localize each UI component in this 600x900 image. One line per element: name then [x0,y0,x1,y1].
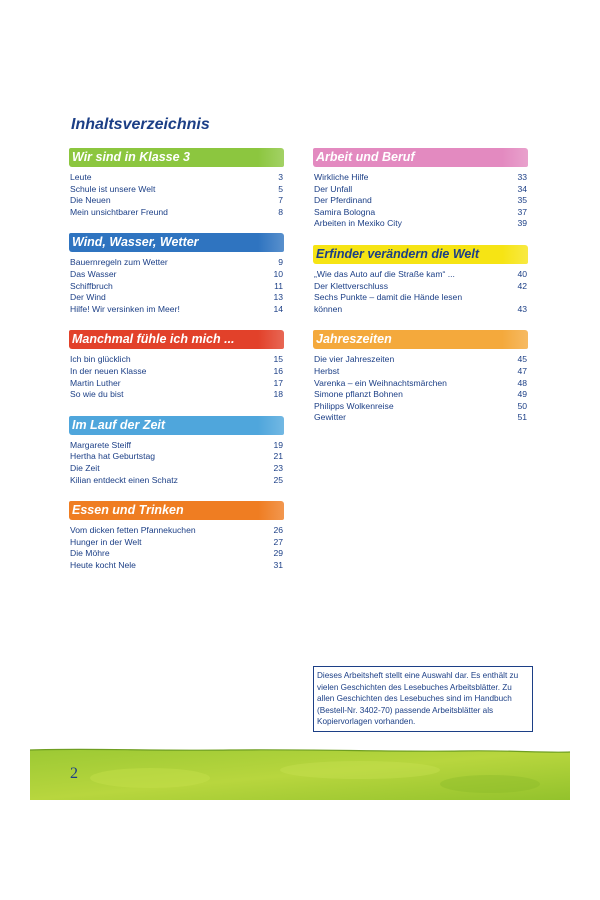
toc-entry [69,304,284,316]
section-header: Essen und Trinken [69,501,284,520]
toc-entry [313,207,528,219]
section-header: Arbeit und Beruf [313,148,528,167]
toc-entry [313,184,528,196]
toc-left-column [69,148,284,586]
entry-title: Arbeiten in Mexiko City [314,218,402,229]
toc-entry [69,257,284,269]
entry-title: Vom dicken fetten Pfannekuchen [70,525,196,536]
toc-entry [313,354,528,366]
entry-title: Mein unsichtbarer Freund [70,206,168,217]
toc-entry [69,366,284,378]
toc-entry [69,378,284,390]
entry-page-number: 17 [273,377,283,388]
entry-title: Martin Luther [70,377,121,388]
toc-entry [313,389,528,401]
toc-section [313,245,528,330]
entry-page-number: 8 [278,206,283,217]
entry-page-number: 50 [517,400,527,411]
toc-entry [69,463,284,475]
section-header: Manchmal fühle ich mich ... [69,330,284,349]
entry-title: Schule ist unsere Welt [70,183,156,194]
entry-title: Varenka – ein Weihnachtsmärchen [314,377,447,388]
toc-entry [69,389,284,401]
toc-entry [69,172,284,184]
entry-title: Der Pferdinand [314,195,372,206]
entry-page-number: 16 [273,365,283,376]
toc-entry [313,412,528,424]
entry-page-number: 35 [517,195,527,206]
entry-page-number: 48 [517,377,527,388]
toc-section [69,501,284,586]
entry-title: Der Unfall [314,183,353,194]
entry-title: Das Wasser [70,268,117,279]
entry-title: Herbst [314,365,340,376]
toc-entry [313,269,528,281]
entry-page-number: 7 [278,195,283,206]
toc-entry [69,451,284,463]
entry-title: In der neuen Klasse [70,365,147,376]
toc-section [69,148,284,233]
entry-title: Hilfe! Wir versinken im Meer! [70,303,180,314]
toc-entry [69,440,284,452]
entry-title: Ich bin glücklich [70,354,131,365]
section-header: Erfinder verändern die Welt [313,245,528,264]
toc-entry [313,218,528,230]
entry-page-number: 19 [273,439,283,450]
entry-page-number: 29 [273,548,283,559]
toc-section [69,233,284,330]
toc-entry [69,354,284,366]
entry-page-number: 3 [278,172,283,182]
entry-title: Schiffbruch [70,280,113,291]
toc-entry [313,378,528,390]
entry-page-number: 5 [278,183,283,194]
entry-title: Bauernregeln zum Wetter [70,257,168,268]
entry-page-number: 23 [273,462,283,473]
toc-entry [69,281,284,293]
toc-right-column [313,148,528,439]
entry-title: Der Klettverschluss [314,280,389,291]
entry-page-number: 14 [273,303,283,314]
page-number: 2 [70,765,78,782]
entry-title: Die Möhre [70,548,110,559]
entry-title: Hertha hat Geburtstag [70,451,156,462]
entry-page-number: 49 [517,389,527,400]
entry-page-number: 21 [273,451,283,462]
toc-section [69,416,284,501]
toc-entry [69,269,284,281]
entry-title: Die vier Jahreszeiten [314,354,395,365]
toc-entry [69,475,284,487]
entry-title: Simone pflanzt Bohnen [314,389,403,400]
entry-title: Der Wind [70,292,106,303]
entry-title: So wie du bist [70,389,124,400]
entry-page-number: 11 [274,280,283,291]
toc-entry [69,548,284,560]
section-header: Wind, Wasser, Wetter [69,233,284,252]
toc-entry [313,195,528,207]
entry-title: Gewitter [314,412,346,423]
entry-page-number: 51 [517,412,527,423]
entry-title: Philipps Wolkenreise [314,400,394,411]
entry-page-number: 33 [517,172,527,182]
toc-entry [69,537,284,549]
toc-entry [69,560,284,572]
entry-title: Samira Bologna [314,206,376,217]
toc-entry [313,292,528,315]
page-title: Inhaltsverzeichnis [71,116,210,133]
entry-title: Kilian entdeckt einen Schatz [70,474,178,485]
toc-entry [313,401,528,413]
toc-section [69,330,284,415]
entry-title: Heute kocht Nele [70,559,136,570]
entry-page-number: 13 [273,292,283,303]
entry-page-number: 42 [517,280,527,291]
section-header: Wir sind in Klasse 3 [69,148,284,167]
toc-section [313,148,528,245]
entry-page-number: 25 [273,474,283,485]
grass-banner [30,748,570,800]
toc-entry [313,172,528,184]
entry-title: Die Neuen [70,195,111,206]
entry-page-number: 37 [517,206,527,217]
section-header: Jahreszeiten [313,330,528,349]
toc-entry [69,292,284,304]
entry-page-number: 10 [273,268,283,279]
toc-entry [313,366,528,378]
entry-title: Wirkliche Hilfe [314,172,369,182]
entry-page-number: 9 [278,257,283,268]
toc-entry [69,195,284,207]
entry-title: „Wie das Auto auf die Straße kam“ ... [314,268,455,279]
entry-page-number: 18 [273,389,283,400]
entry-title: Sechs Punkte – damit die Hände lesen können [314,292,463,314]
notice-box: Dieses Arbeitsheft stellt eine Auswahl dar. Es enthält zu vielen Geschichten des Lesebuches Arbeitsblätter. Zu allen Geschichten des Lesebuches sind im Handbuch (Bestell-Nr. 3402-70) passende Arbeitsblätter als Kopiervorlagen vorhanden. [313,666,533,732]
toc-entry [69,207,284,219]
toc-entry [69,184,284,196]
entry-page-number: 15 [273,354,283,365]
toc-entry [313,281,528,293]
entry-page-number: 45 [517,354,527,365]
entry-page-number: 47 [517,365,527,376]
entry-title: Die Zeit [70,462,100,473]
entry-page-number: 34 [517,183,527,194]
toc-section [313,330,528,439]
entry-title: Margarete Steiff [70,439,131,450]
entry-page-number: 43 [517,303,527,314]
entry-page-number: 31 [273,559,283,570]
entry-page-number: 26 [273,525,283,536]
entry-page-number: 39 [517,218,527,229]
toc-entry [69,525,284,537]
entry-title: Leute [70,172,92,182]
entry-title: Hunger in der Welt [70,536,142,547]
entry-page-number: 40 [517,268,527,279]
section-header: Im Lauf der Zeit [69,416,284,435]
entry-page-number: 27 [273,536,283,547]
